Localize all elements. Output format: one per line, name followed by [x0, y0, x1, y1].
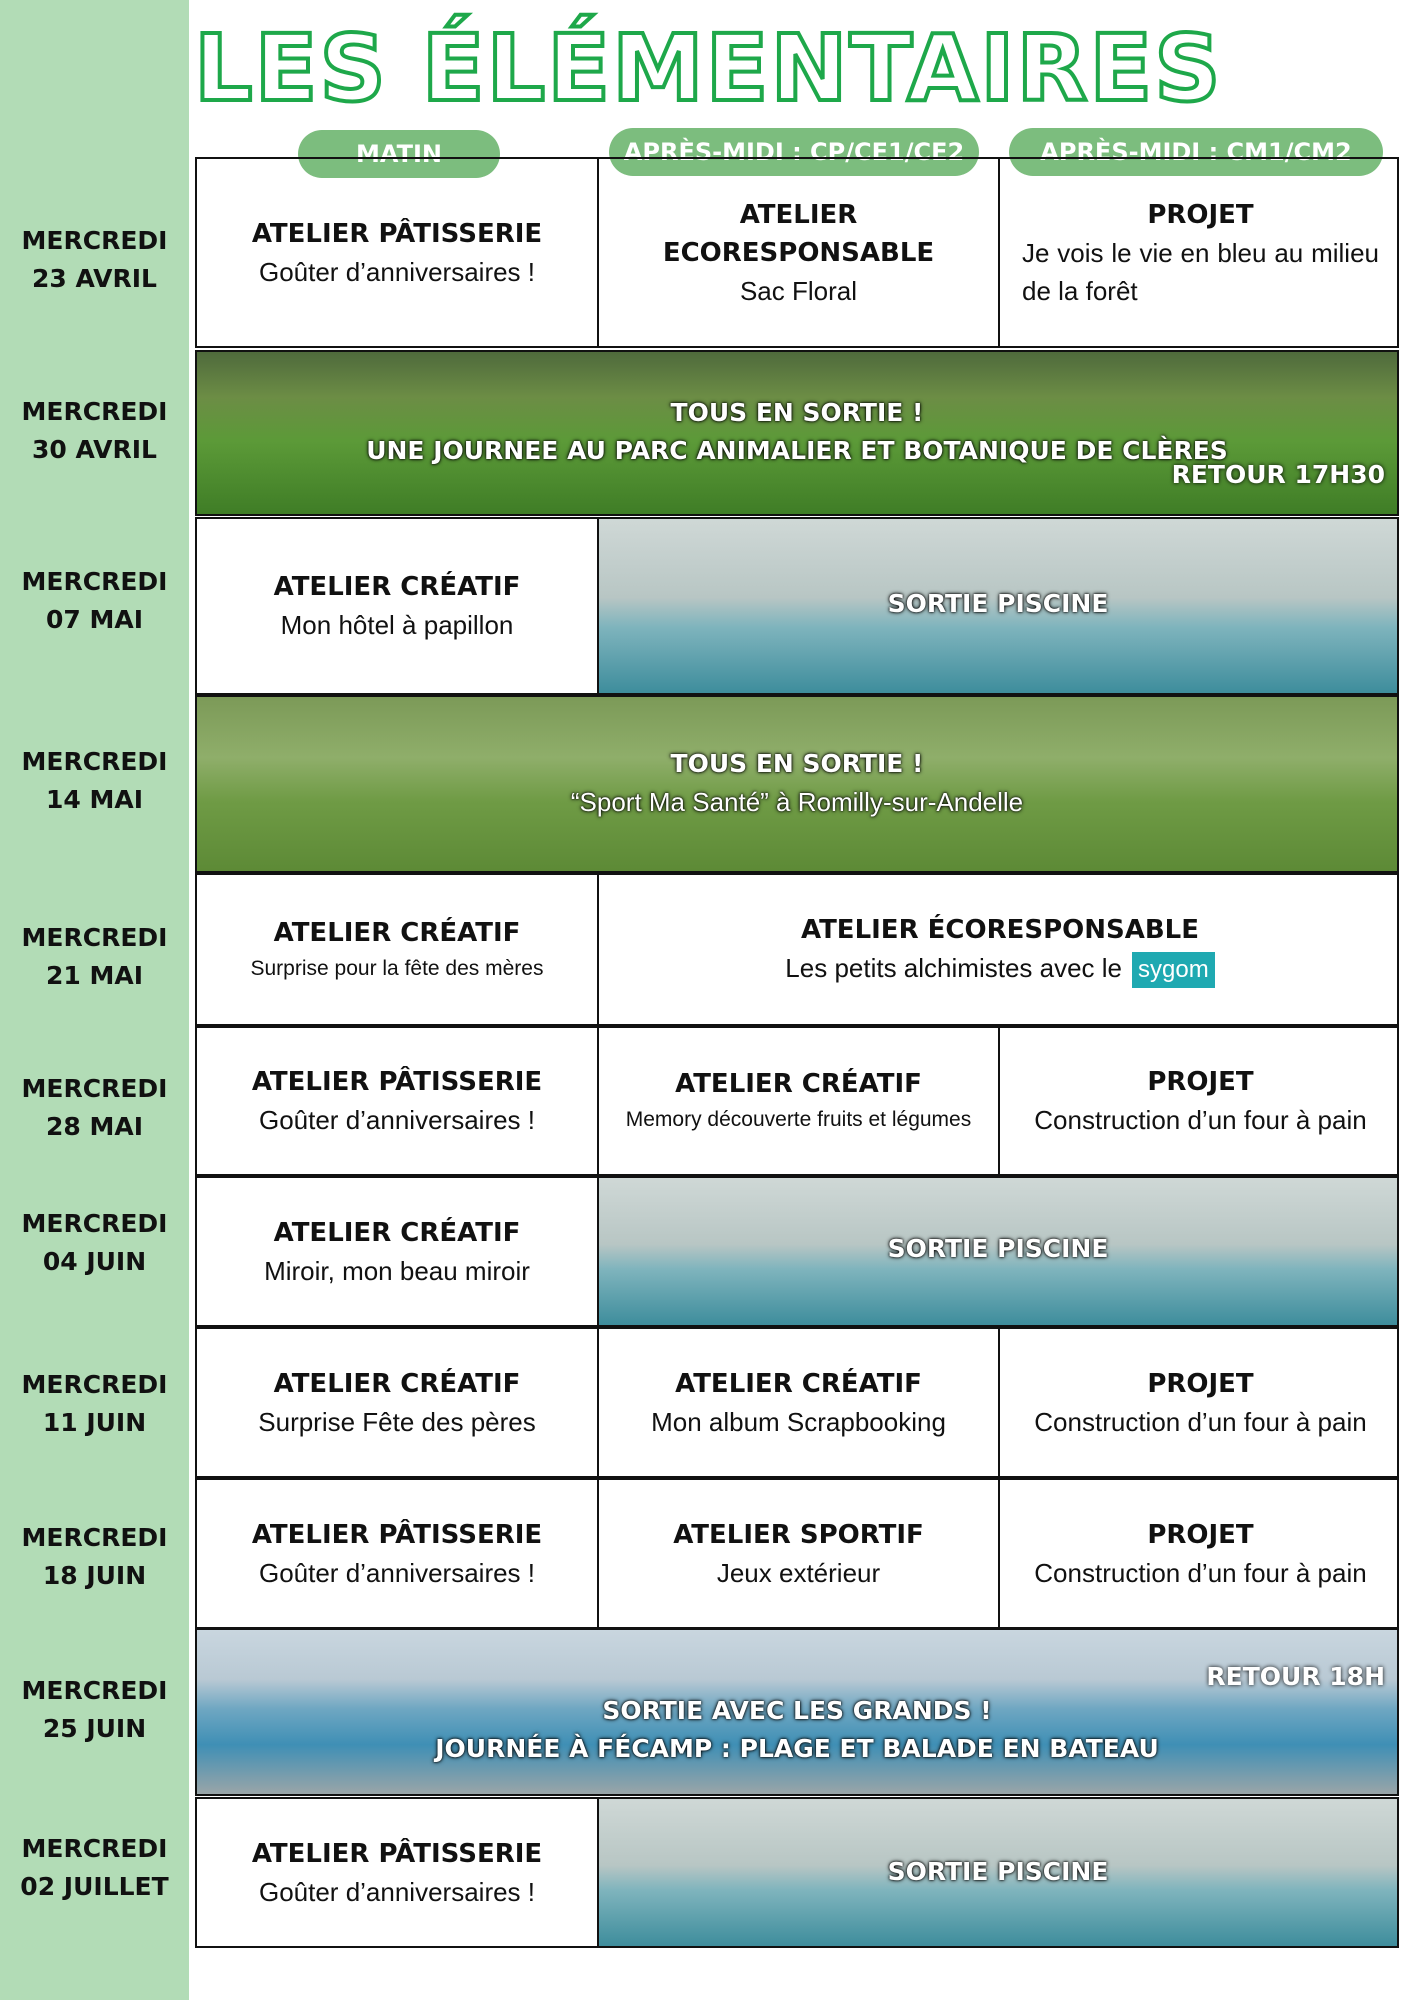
schedule-row: [195, 1797, 1399, 1948]
date-label: MERCREDI 28 MAI: [21, 1074, 168, 1141]
date-label: MERCREDI 25 JUIN: [21, 1676, 168, 1743]
schedule-row: [195, 1327, 1399, 1478]
column-header-matin: MATIN: [298, 130, 500, 178]
activity-cell: ATELIER CRÉATIF Mon album Scrapbooking: [597, 1329, 998, 1476]
activity-cell: ATELIER PÂTISSERIE Goûter d’anniversaires !: [251, 1838, 543, 1907]
outing-banner-sport: TOUS EN SORTIE ! “Sport Ma Santé” à Romilly-sur-Andelle: [195, 695, 1399, 873]
date-label: MERCREDI 07 MAI: [21, 567, 168, 634]
activity-cell: ATELIER PÂTISSERIE Goûter d’anniversaires !: [251, 1067, 543, 1135]
date-label: MERCREDI 02 JUILLET: [20, 1834, 169, 1901]
activity-cell: ATELIER SPORTIF Jeux extérieur: [597, 1480, 998, 1627]
schedule-row: [195, 873, 1399, 1026]
schedule-row: [195, 1478, 1399, 1629]
date-label: MERCREDI 21 MAI: [21, 923, 168, 990]
date-label: MERCREDI 14 MAI: [21, 747, 168, 814]
page-title: LES ÉLÉMENTAIRES: [194, 15, 1223, 122]
activity-cell: ATELIER CRÉATIF Surprise Fête des pères: [258, 1368, 536, 1437]
pool-photo-banner: SORTIE PISCINE: [597, 1799, 1397, 1946]
date-label: MERCREDI 23 AVRIL: [21, 226, 168, 293]
activity-cell: ATELIER CRÉATIF Miroir, mon beau miroir: [264, 1217, 530, 1286]
activity-cell: PROJET Construction d’un four à pain: [998, 1329, 1399, 1476]
sygom-logo: sygom: [1132, 952, 1215, 988]
date-label: MERCREDI 18 JUIN: [21, 1523, 168, 1590]
date-label: MERCREDI 04 JUIN: [21, 1209, 168, 1276]
schedule-row: [195, 157, 1399, 348]
activity-cell: PROJET Construction d’un four à pain: [998, 1480, 1399, 1627]
date-label: MERCREDI 11 JUIN: [21, 1370, 168, 1437]
activity-cell: ATELIER PÂTISSERIE Goûter d’anniversaires !: [251, 218, 543, 287]
outing-banner-clères: TOUS EN SORTIE ! UNE JOURNEE AU PARC ANIMALIER ET BOTANIQUE DE CLÈRES RETOUR 17H30: [195, 350, 1399, 516]
schedule-row: [195, 1176, 1399, 1327]
activity-cell: ATELIER CRÉATIF Surprise pour la fête des mères: [250, 917, 544, 980]
column-header-apres-midi-cm: APRÈS-MIDI : CM1/CM2: [1009, 128, 1383, 176]
schedule-row: [195, 1026, 1399, 1176]
activity-cell-merged: ATELIER ÉCORESPONSABLE Les petits alchimistes avec le sygom: [597, 875, 1399, 1024]
activity-cell: ATELIER CRÉATIF Mon hôtel à papillon: [273, 572, 521, 640]
pool-photo-banner: SORTIE PISCINE: [597, 519, 1397, 693]
activity-cell: ATELIER CRÉATIF Memory découverte fruits et légumes: [597, 1028, 998, 1174]
outing-banner-fecamp: RETOUR 18H SORTIE AVEC LES GRANDS ! JOURNÉE À FÉCAMP : PLAGE ET BALADE EN BATEAU: [195, 1628, 1399, 1796]
column-header-apres-midi-cp: APRÈS-MIDI : CP/CE1/CE2: [609, 128, 979, 176]
pool-photo-banner: SORTIE PISCINE: [597, 1178, 1397, 1325]
activity-cell: ATELIER ECORESPONSABLE Sac Floral: [597, 159, 998, 346]
activity-cell: PROJET Je vois le vie en bleu au milieu de la forêt: [998, 159, 1399, 346]
activity-cell: PROJET Construction d’un four à pain: [998, 1028, 1399, 1174]
date-label: MERCREDI 30 AVRIL: [21, 397, 168, 464]
activity-cell: ATELIER PÂTISSERIE Goûter d’anniversaires !: [251, 1519, 543, 1588]
schedule-row: [195, 517, 1399, 695]
